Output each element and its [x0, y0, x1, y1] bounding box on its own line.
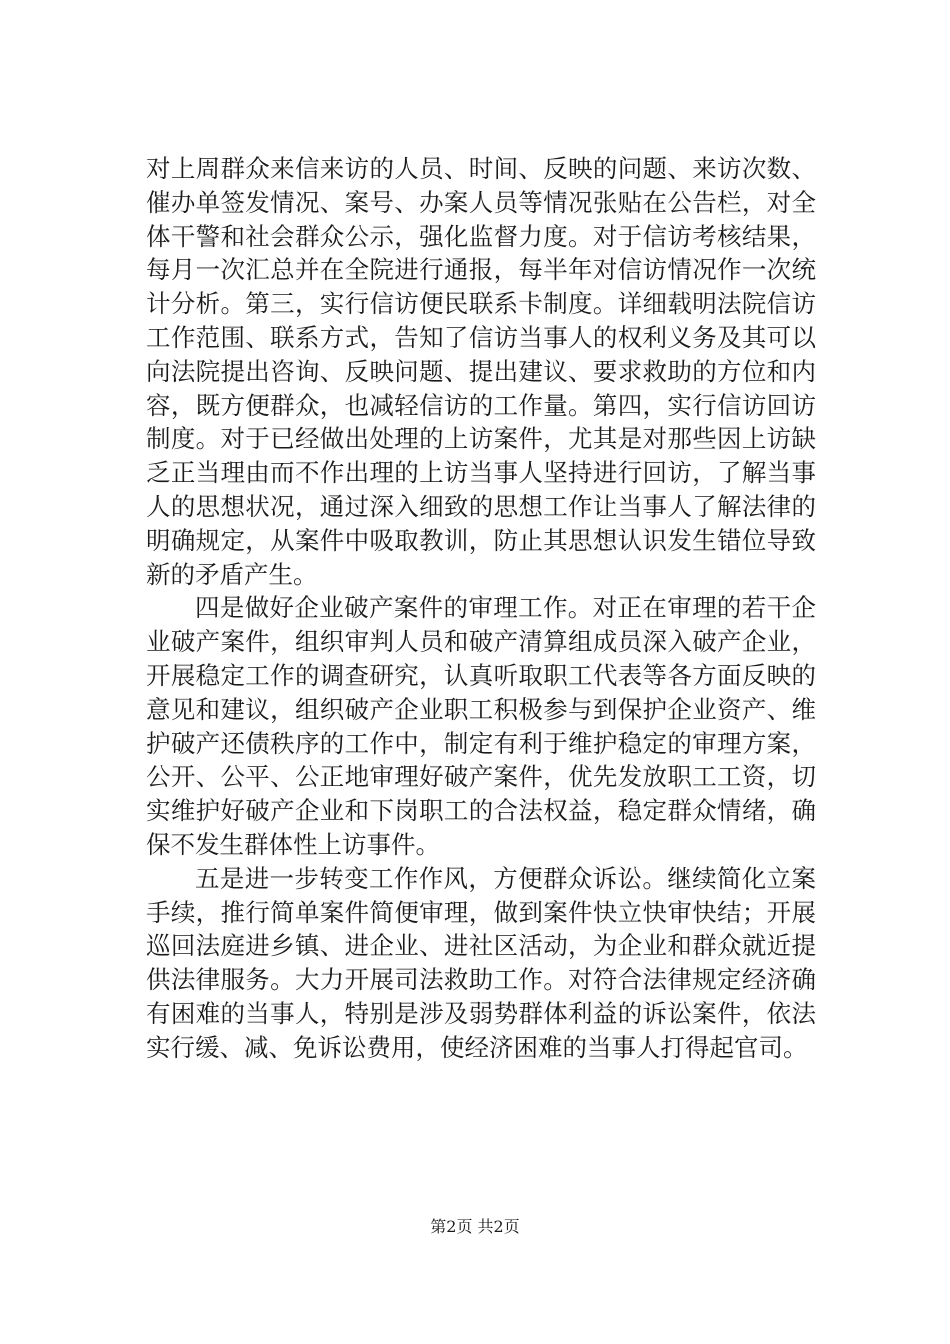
- text-line: 乏正当理由而不作出理的上访当事人坚持进行回访，了解当事: [146, 458, 816, 488]
- text-line: 实维护好破产企业和下岗职工的合法权益，稳定群众情绪，确: [146, 796, 816, 826]
- text-line: 手续，推行简单案件简便审理，做到案件快立快审快结；开展: [146, 897, 816, 927]
- text-line: 保不发生群体性上访事件。: [146, 829, 440, 859]
- text-line: 开展稳定工作的调查研究，认真听取职工代表等各方面反映的: [146, 660, 816, 690]
- text-line: 容，既方便群众，也减轻信访的工作量。第四，实行信访回访: [146, 390, 816, 420]
- text-line: 计分析。第三，实行信访便民联系卡制度。详细载明法院信访: [146, 289, 816, 319]
- text-line: 有困难的当事人，特别是涉及弱势群体利益的诉讼案件，依法: [146, 998, 816, 1028]
- text-line: 对上周群众来信来访的人员、时间、反映的问题、来访次数、: [146, 154, 816, 183]
- text-line: 制度。对于已经做出处理的上访案件，尤其是对那些因上访缺: [146, 424, 816, 454]
- text-line: 供法律服务。大力开展司法救助工作。对符合法律规定经济确: [146, 965, 816, 995]
- text-line: 意见和建议，组织破产企业职工积极参与到保护企业资产、维: [146, 694, 816, 724]
- text-line: 体干警和社会群众公示，强化监督力度。对于信访考核结果，: [146, 221, 816, 251]
- text-line: 向法院提出咨询、反映问题、提出建议、要求救助的方位和内: [146, 356, 816, 386]
- text-line: 人的思想状况，通过深入细致的思想工作让当事人了解法律的: [146, 491, 816, 521]
- text-line: 五是进一步转变工作作风，方便群众诉讼。继续简化立案: [195, 863, 816, 893]
- text-line: 明确规定，从案件中吸取教训，防止其思想认识发生错位导致: [146, 525, 816, 555]
- text-line: 工作范围、联系方式，告知了信访当事人的权利义务及其可以: [146, 322, 816, 352]
- text-line: 业破产案件，组织审判人员和破产清算组成员深入破产企业，: [146, 627, 816, 657]
- text-line: 实行缓、减、免诉讼费用，使经济困难的当事人打得起官司。: [146, 1032, 808, 1062]
- text-line: 护破产还债秩序的工作中，制定有利于维护稳定的审理方案，: [146, 728, 816, 758]
- text-line: 新的矛盾产生。: [146, 559, 318, 589]
- text-line: 催办单签发情况、案号、办案人员等情况张贴在公告栏，对全: [146, 187, 816, 217]
- page-footer: 第2页 共2页: [430, 1217, 520, 1236]
- text-line: 巡回法庭进乡镇、进企业、进社区活动，为企业和群众就近提: [146, 931, 816, 961]
- body-text: [146, 152, 816, 1065]
- text-line: 每月一次汇总并在全院进行通报，每半年对信访情况作一次统: [146, 255, 816, 285]
- text-line: 四是做好企业破产案件的审理工作。对正在审理的若干企: [195, 593, 816, 623]
- text-line: 公开、公平、公正地审理好破产案件，优先发放职工工资，切: [146, 762, 816, 792]
